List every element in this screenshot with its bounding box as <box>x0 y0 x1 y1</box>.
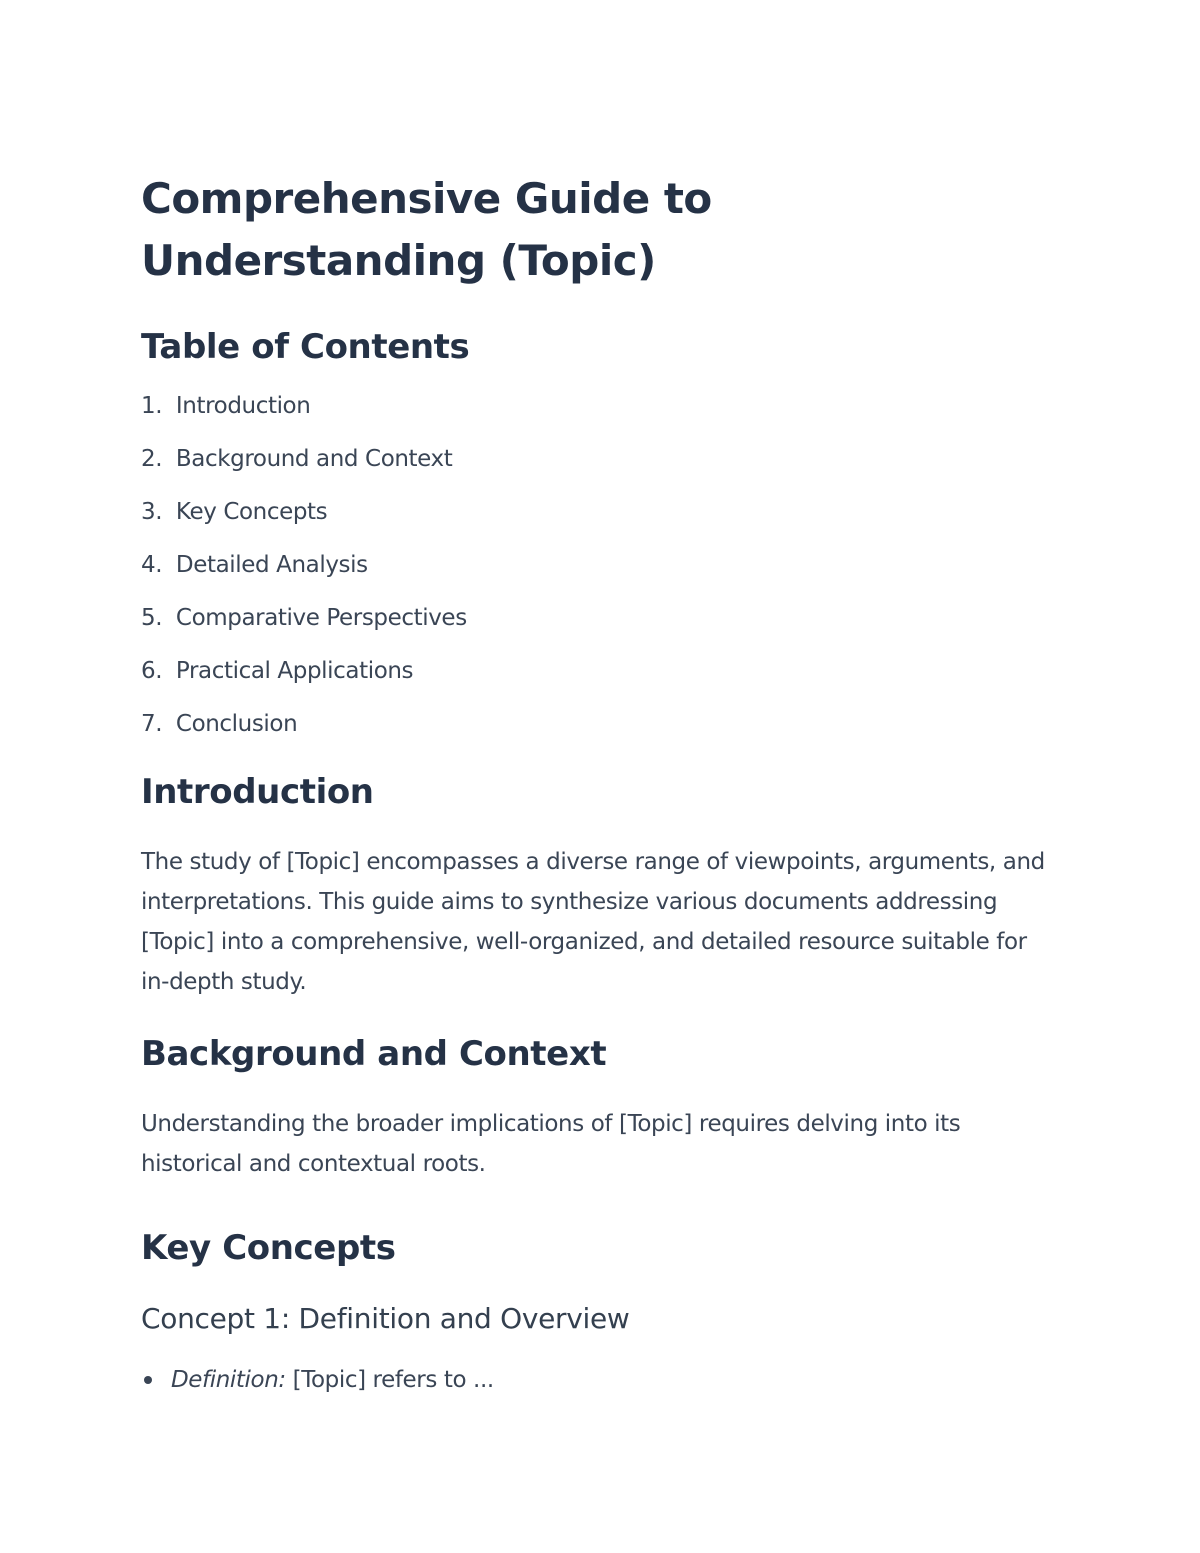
definition-text: [Topic] refers to ... <box>285 1367 494 1393</box>
background-heading: Background and Context <box>141 1034 607 1074</box>
background-paragraph: Understanding the broader implications of [Topic] requires delving into its historical and contextual roots. <box>141 1111 961 1177</box>
toc-item-label: Conclusion <box>175 711 298 737</box>
toc-item[interactable]: 2. Background and Context <box>141 446 453 472</box>
introduction-heading: Introduction <box>141 772 374 812</box>
toc-item-label: Detailed Analysis <box>175 552 368 578</box>
toc-item-label: Background and Context <box>175 446 453 472</box>
toc-item-label: Introduction <box>175 393 311 419</box>
toc-item-label: Practical Applications <box>175 658 414 684</box>
toc-item[interactable]: 6. Practical Applications <box>141 658 414 684</box>
table-of-contents <box>141 391 1060 762</box>
toc-item[interactable]: 4. Detailed Analysis <box>141 552 368 578</box>
bullet-icon <box>144 1376 152 1384</box>
toc-item[interactable]: 1. Introduction <box>141 393 311 419</box>
definition-term: Definition: <box>171 1367 286 1393</box>
key-concepts-heading: Key Concepts <box>141 1228 396 1268</box>
toc-item[interactable]: 7. Conclusion <box>141 711 298 737</box>
toc-item-label: Comparative Perspectives <box>175 605 467 631</box>
introduction-paragraph: The study of [Topic] encompasses a diverse range of viewpoints, arguments, and interpretations. This guide aims to synthesize various documents addressing [Topic] into a comprehensive, well-organized, and detailed resource suitable for in-depth study. <box>141 849 1045 995</box>
toc-heading: Table of Contents <box>141 327 470 367</box>
toc-item[interactable]: 5. Comparative Perspectives <box>141 605 467 631</box>
toc-item[interactable]: 3. Key Concepts <box>141 499 328 525</box>
list-item <box>141 1362 1060 1398</box>
document-title: Comprehensive Guide to Understanding (Topic) <box>141 174 712 285</box>
toc-item-label: Key Concepts <box>175 499 328 525</box>
concept-1-heading: Concept 1: Definition and Overview <box>141 1302 630 1335</box>
concept-1-list <box>141 1362 1060 1398</box>
